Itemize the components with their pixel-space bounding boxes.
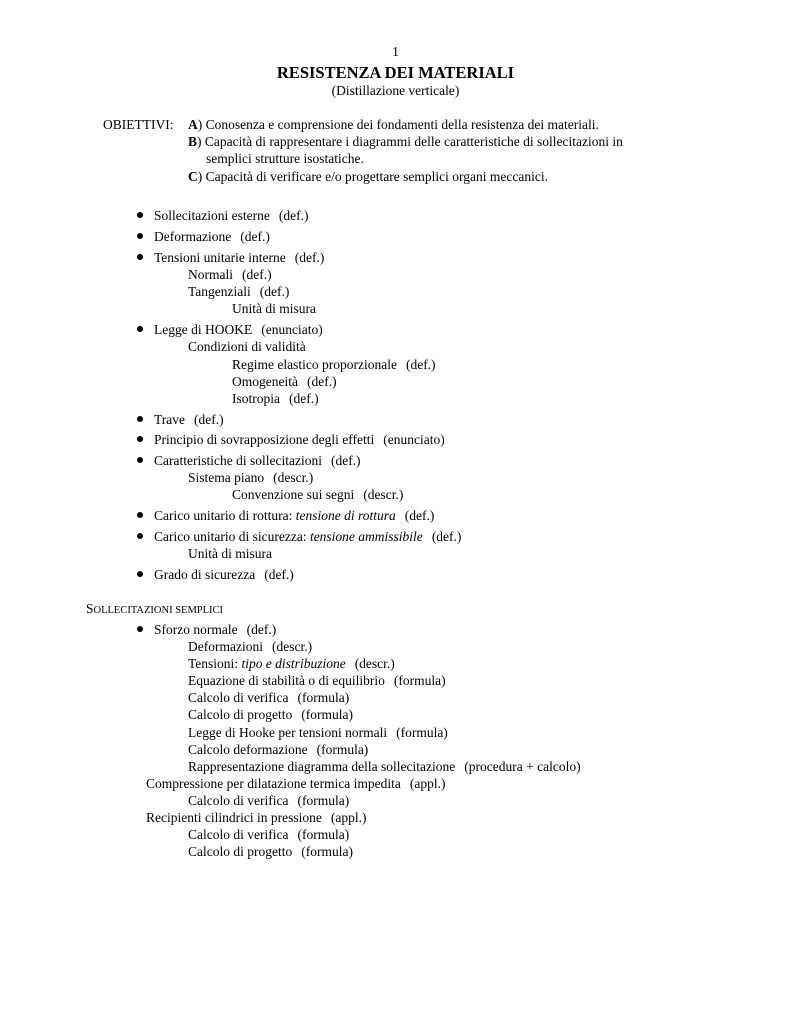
item-note: (formula) bbox=[393, 673, 446, 688]
item-note: (def.) bbox=[278, 208, 309, 223]
item-note: (procedura + calcolo) bbox=[464, 759, 581, 774]
list-subitem bbox=[188, 545, 272, 562]
item-text: Omogeneità bbox=[232, 374, 298, 389]
item-text: Tangenziali bbox=[188, 284, 251, 299]
list-subitem bbox=[188, 469, 313, 486]
item-text: Calcolo di verifica bbox=[188, 793, 289, 808]
list-subitem bbox=[188, 283, 289, 300]
item-note: (formula) bbox=[297, 690, 350, 705]
item-text: Regime elastico proporzionale bbox=[232, 357, 397, 372]
item-text: Rappresentazione diagramma della sollecitazione bbox=[188, 759, 456, 774]
objective-text: semplici strutture isostatiche. bbox=[206, 151, 364, 166]
item-text: Sistema piano bbox=[188, 470, 265, 485]
item-text: Isotropia bbox=[232, 391, 280, 406]
item-text: Tensioni unitarie interne bbox=[154, 250, 286, 265]
item-text: Calcolo di verifica bbox=[188, 827, 289, 842]
item-note: (formula) bbox=[297, 793, 350, 808]
item-text: Calcolo di progetto bbox=[188, 844, 293, 859]
list-item bbox=[154, 452, 361, 469]
list-item bbox=[154, 431, 445, 448]
item-text: Compressione per dilatazione termica impedita bbox=[146, 776, 401, 791]
list-subitem bbox=[188, 706, 353, 723]
item-note: (enunciato) bbox=[383, 432, 445, 447]
item-note: (def.) bbox=[264, 567, 294, 582]
document-subtitle: (Distillazione verticale) bbox=[331, 83, 460, 98]
item-text: Unità di misura bbox=[232, 301, 316, 316]
list-item bbox=[154, 249, 324, 266]
objective-a bbox=[188, 117, 599, 133]
list-subitem bbox=[188, 758, 581, 775]
item-text: Deformazione bbox=[154, 229, 232, 244]
item-text: Caratteristiche di sollecitazioni bbox=[154, 453, 322, 468]
list-subitem bbox=[188, 266, 272, 283]
item-note: (def.) bbox=[404, 508, 435, 523]
item-text: Deformazioni bbox=[188, 639, 263, 654]
list-subitem bbox=[188, 655, 395, 672]
item-note: (appl.) bbox=[409, 776, 446, 791]
item-note: (def.) bbox=[330, 453, 361, 468]
item-text: Sollecitazioni esterne bbox=[154, 208, 270, 223]
objective-letter: B bbox=[188, 134, 198, 149]
item-text: Calcolo di progetto bbox=[188, 707, 293, 722]
list-item bbox=[154, 566, 294, 583]
objective-letter: C bbox=[188, 169, 198, 184]
item-note: (def.) bbox=[405, 357, 436, 372]
bullet-icon bbox=[137, 212, 143, 218]
bullet-icon bbox=[137, 254, 143, 260]
item-note: (formula) bbox=[301, 707, 353, 722]
item-text: Calcolo deformazione bbox=[188, 742, 308, 757]
item-text: Sforzo normale bbox=[154, 622, 238, 637]
item-note: (descr.) bbox=[354, 656, 395, 671]
item-text: Normali bbox=[188, 267, 233, 282]
item-note: (def.) bbox=[431, 529, 462, 544]
list-subitem bbox=[188, 843, 353, 860]
item-note: (formula) bbox=[316, 742, 369, 757]
objective-text: ) Capacità di rappresentare i diagrammi delle caratteristiche di sollecitazioni in bbox=[197, 134, 623, 149]
list-subitem bbox=[146, 809, 366, 826]
item-emphasis: tipo e distribuzione bbox=[241, 656, 346, 671]
item-note: (def.) bbox=[294, 250, 325, 265]
list-subitem bbox=[188, 638, 312, 655]
list-subitem bbox=[188, 672, 446, 689]
list-subsubitem bbox=[232, 486, 403, 503]
list-item bbox=[154, 528, 461, 545]
item-note: (def.) bbox=[306, 374, 337, 389]
objective-b-continuation bbox=[206, 151, 364, 167]
list-item bbox=[154, 207, 308, 224]
list-subitem bbox=[188, 741, 368, 758]
item-text: Legge di Hooke per tensioni normali bbox=[188, 725, 388, 740]
objectives-label: OBIETTIVI: bbox=[103, 117, 174, 132]
item-text: Grado di sicurezza bbox=[154, 567, 256, 582]
item-note: (def.) bbox=[259, 284, 290, 299]
bullet-icon bbox=[137, 416, 143, 422]
list-subitem bbox=[188, 792, 349, 809]
item-text: Equazione di stabilità o di equilibrio bbox=[188, 673, 385, 688]
list-item bbox=[154, 507, 434, 524]
item-text: Trave bbox=[154, 412, 186, 427]
list-item bbox=[154, 411, 224, 428]
item-text: Tensioni: bbox=[188, 656, 242, 671]
heading-initial: S bbox=[86, 601, 94, 616]
page-number: 1 bbox=[392, 44, 399, 59]
list-item bbox=[154, 621, 276, 638]
item-note: (formula) bbox=[301, 844, 353, 859]
item-text: Condizioni di validità bbox=[188, 339, 306, 354]
bullet-icon bbox=[137, 233, 143, 239]
bullet-icon bbox=[137, 533, 143, 539]
bullet-icon bbox=[137, 512, 143, 518]
list-subitem bbox=[146, 775, 446, 792]
item-note: (formula) bbox=[297, 827, 350, 842]
item-note: (descr.) bbox=[273, 470, 314, 485]
item-note: (def.) bbox=[240, 229, 270, 244]
list-item bbox=[154, 321, 323, 338]
item-text: Convenzione sui segni bbox=[232, 487, 355, 502]
item-text: Unità di misura bbox=[188, 546, 272, 561]
document-title: RESISTENZA DEI MATERIALI bbox=[276, 63, 515, 82]
list-subsubitem bbox=[232, 390, 319, 407]
list-subitem bbox=[188, 724, 448, 741]
item-note: (appl.) bbox=[330, 810, 367, 825]
item-note: (def.) bbox=[242, 267, 272, 282]
objective-b bbox=[188, 134, 623, 150]
list-subitem bbox=[188, 338, 306, 355]
item-text: Legge di HOOKE bbox=[154, 322, 253, 337]
item-note: (def.) bbox=[289, 391, 319, 406]
item-text: Recipienti cilindrici in pressione bbox=[146, 810, 322, 825]
list-subsubitem bbox=[232, 300, 316, 317]
item-note: (descr.) bbox=[271, 639, 313, 654]
item-note: (def.) bbox=[246, 622, 277, 637]
item-note: (formula) bbox=[396, 725, 448, 740]
item-note: (def.) bbox=[194, 412, 224, 427]
list-subitem bbox=[188, 689, 349, 706]
objective-text: ) Capacità di verificare e/o progettare semplici organi meccanici. bbox=[197, 169, 548, 184]
heading-rest: OLLECITAZIONI SEMPLICI bbox=[93, 605, 224, 616]
item-text: Carico unitario di sicurezza: bbox=[154, 529, 310, 544]
section-heading bbox=[86, 601, 223, 617]
list-subitem bbox=[188, 826, 349, 843]
bullet-icon bbox=[137, 326, 143, 332]
objective-letter: A bbox=[188, 117, 198, 132]
objective-c bbox=[188, 169, 548, 185]
list-item bbox=[154, 228, 270, 245]
item-note: (enunciato) bbox=[261, 322, 323, 337]
list-subsubitem bbox=[232, 373, 337, 390]
objective-text: ) Conosenza e comprensione dei fondamenti della resistenza dei materiali. bbox=[197, 117, 599, 132]
bullet-icon bbox=[137, 436, 143, 442]
bullet-icon bbox=[137, 571, 143, 577]
item-text: Principio di sovrapposizione degli effetti bbox=[154, 432, 375, 447]
item-text: Calcolo di verifica bbox=[188, 690, 289, 705]
item-text: Carico unitario di rottura: bbox=[154, 508, 296, 523]
bullet-icon bbox=[137, 457, 143, 463]
bullet-icon bbox=[137, 626, 143, 632]
item-note: (descr.) bbox=[363, 487, 404, 502]
item-emphasis: tensione ammissibile bbox=[309, 529, 423, 544]
list-subsubitem bbox=[232, 356, 436, 373]
item-emphasis: tensione di rottura bbox=[295, 508, 396, 523]
